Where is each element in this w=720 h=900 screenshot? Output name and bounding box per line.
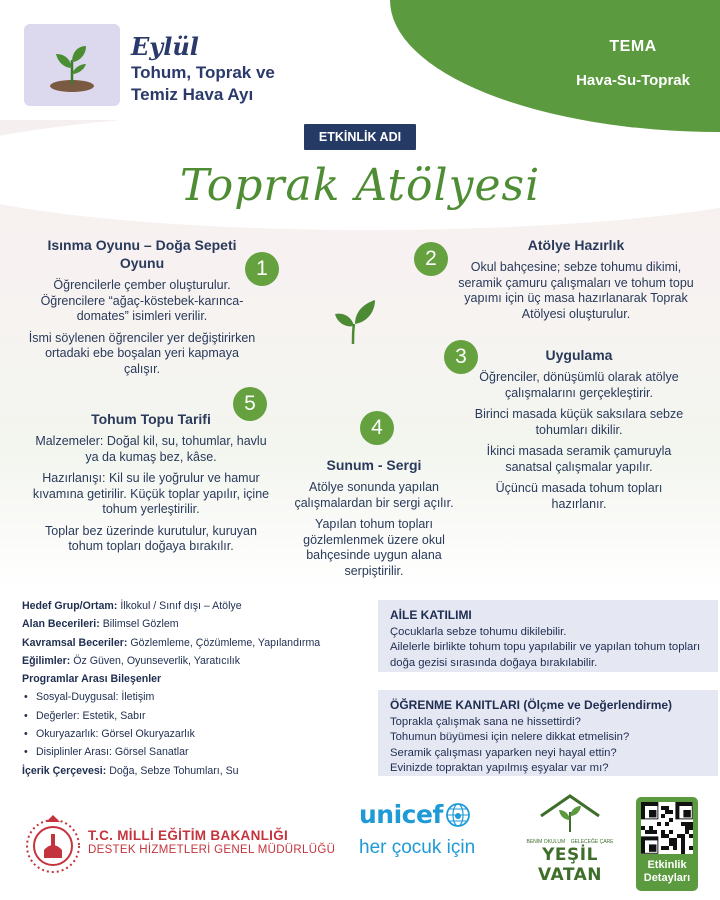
yesil-big-text: YEŞİL VATAN: [537, 845, 602, 885]
month-name: Eylül: [131, 32, 199, 61]
icerik-label: İçerik Çerçevesi:: [22, 764, 107, 777]
programlar-label: Programlar Arası Bileşenler: [22, 673, 162, 686]
hedef-value: İlkokul / Sınıf dışı – Atölye: [120, 600, 242, 612]
step-2-text-1: Okul bahçesine; sebze tohumu dikimi, seramik çamuru çalışmaları ve tohum topu yapımı için üç masa hazırlanarak Toprak Atölyesi oluşturulur.: [458, 260, 694, 321]
hedef-label: Hedef Grup/Ortam:: [22, 600, 118, 612]
sprout-icon: [24, 24, 120, 106]
unicef-globe-icon: [445, 802, 471, 828]
kanit-line-4: Evinizde topraktan yapılmış eşyalar var mı?: [390, 762, 609, 774]
alan-value: Bilimsel Gözlem: [102, 618, 179, 631]
qr-label: Etkinlik Detayları: [643, 859, 691, 884]
tema-label: TEMA: [609, 38, 657, 55]
kavramsal-label: Kavramsal Beceriler:: [22, 636, 128, 649]
step-3: [470, 346, 688, 518]
kanit-line-1: Toprakla çalışmak sana ne hissettirdi?: [390, 715, 581, 728]
aile-katilimi-box: [378, 600, 718, 672]
step-5-text-2: Hazırlanışı: Kil su ile yoğrulur ve hamur kıvamına getirilir. Küçük toplar yapılır, içine tohum yerleştirilir.: [32, 471, 270, 516]
step-3-title: Uygulama: [545, 347, 613, 363]
icerik-value: Doğa, Sebze Tohumları, Su: [109, 764, 239, 777]
meta-info: [22, 597, 362, 780]
qr-code[interactable]: [641, 802, 693, 854]
ogrenme-kanitlari-box: [378, 690, 718, 776]
yesil-small-left: BENİM OKULUM: [526, 839, 566, 845]
kanit-line-2: Tohumun büyümesi için nelere dikkat etmelisin?: [390, 731, 630, 743]
step-4: [284, 456, 464, 585]
step-5-text-1: Malzemeler: Doğal kil, su, tohumlar, havlu ya da kumaş bez, kâse.: [35, 434, 267, 464]
yesil-vatan-logo: [525, 792, 615, 885]
step-5-title: Tohum Topu Tarifi: [91, 411, 211, 427]
kanit-title: ÖĞRENME KANITLARI (Ölçme ve Değerlendirme): [390, 698, 673, 712]
month-icon-box: [24, 24, 120, 106]
step-2: [458, 236, 694, 328]
step-4-text-2: Yapılan tohum topları gözlemlenmek üzere okul bahçesinde uygun alana serpiştirilir.: [303, 517, 445, 578]
activity-title: Toprak Atölyesi: [179, 160, 541, 211]
step-2-title: Atölye Hazırlık: [527, 237, 625, 253]
step-3-text-2: Birinci masada küçük saksılara sebze tohumları dikilir.: [474, 407, 684, 437]
alan-label: Alan Becerileri:: [22, 618, 100, 631]
qr-code-icon: [641, 802, 693, 854]
qr-details-card[interactable]: [636, 797, 698, 891]
step-4-text-1: Atölye sonunda yapılan çalışmalardan bir sergi açılır.: [294, 480, 454, 510]
aile-title: AİLE KATILIMI: [390, 608, 472, 622]
meb-emblem-icon: [24, 812, 82, 874]
unicef-logo: [359, 800, 475, 859]
bilesen-item: • Değerler: Estetik, Sabır: [22, 707, 362, 725]
step-3-text-1: Öğrenciler, dönüşümlü olarak atölye çalışmalarını gerçekleştirir.: [479, 370, 679, 400]
step-1-text-2: İsmi söylenen öğrenciler yer değiştirirken ortadaki ebe boşalan yeri kapmaya çalışır.: [28, 330, 256, 376]
house-tree-icon: [535, 792, 605, 836]
meb-line-1: T.C. MİLLİ EĞİTİM BAKANLIĞI: [88, 828, 289, 843]
kavramsal-value: Gözlemleme, Çözümleme, Yapılandırma: [130, 636, 321, 649]
bilesen-item: • Disiplinler Arası: Görsel Sanatlar: [22, 743, 362, 761]
month-title-line1: Tohum, Toprak ve: [131, 63, 275, 82]
meb-line-2: DESTEK HİZMETLERİ GENEL MÜDÜRLÜĞÜ: [88, 844, 336, 856]
month-title-line2: Temiz Hava Ayı: [131, 85, 254, 104]
step-number-3: 3: [444, 340, 478, 374]
center-sprout-icon: [333, 298, 377, 346]
bilesen-item: • Sosyal-Duygusal: İletişim: [22, 688, 362, 706]
egilim-label: Eğilimler:: [22, 654, 71, 667]
step-3-text-4: Üçüncü masada tohum topları hazırlanır.: [495, 481, 663, 511]
activity-label: ETKİNLİK ADI: [304, 124, 416, 150]
aile-line-2: Ailelerle birlikte tohum topu yapılabilir ve yapılan tohum topları doğa gezisi sırasında doğaya bırakılabilir.: [390, 641, 701, 669]
meb-logo: [24, 812, 336, 879]
yesil-small-right: GELECEĞE ÇARE: [570, 839, 614, 845]
step-1-title: Isınma Oyunu – Doğa Sepeti Oyunu: [47, 237, 237, 271]
step-5: [32, 410, 270, 561]
tema-value: Hava-Su-Toprak: [576, 72, 690, 89]
month-header: [131, 32, 275, 105]
bilesen-item: • Okuryazarlık: Görsel Okuryazarlık: [22, 725, 362, 743]
kanit-line-3: Seramik çalışması yaparken neyi hayal ettin?: [390, 746, 617, 759]
step-number-5: 5: [233, 387, 267, 421]
aile-line-1: Çocuklarla sebze tohumu dikilebilir.: [390, 625, 567, 638]
step-5-text-3: Toplar bez üzerinde kurutulur, kuruyan tohum topları doğaya bırakılır.: [45, 523, 257, 553]
unicef-slogan: her çocuk için: [359, 837, 476, 858]
step-4-title: Sunum - Sergi: [326, 457, 422, 473]
unicef-name: unicef: [359, 800, 443, 829]
step-3-text-3: İkinci masada seramik çamuruyla sanatsal çalışmalar yapılır.: [486, 444, 672, 474]
step-number-1: 1: [245, 252, 279, 286]
meb-text: [88, 828, 335, 856]
step-number-2: 2: [414, 242, 448, 276]
step-number-4: 4: [360, 411, 394, 445]
step-1-text-1: Öğrencilerle çember oluşturulur. Öğrencilere “ağaç-köstebek-karınca-domates” isimleri verilir.: [40, 278, 244, 323]
step-1: [28, 236, 256, 383]
egilim-value: Öz Güven, Oyunseverlik, Yaratıcılık: [73, 654, 241, 667]
tema-block: [576, 38, 690, 89]
